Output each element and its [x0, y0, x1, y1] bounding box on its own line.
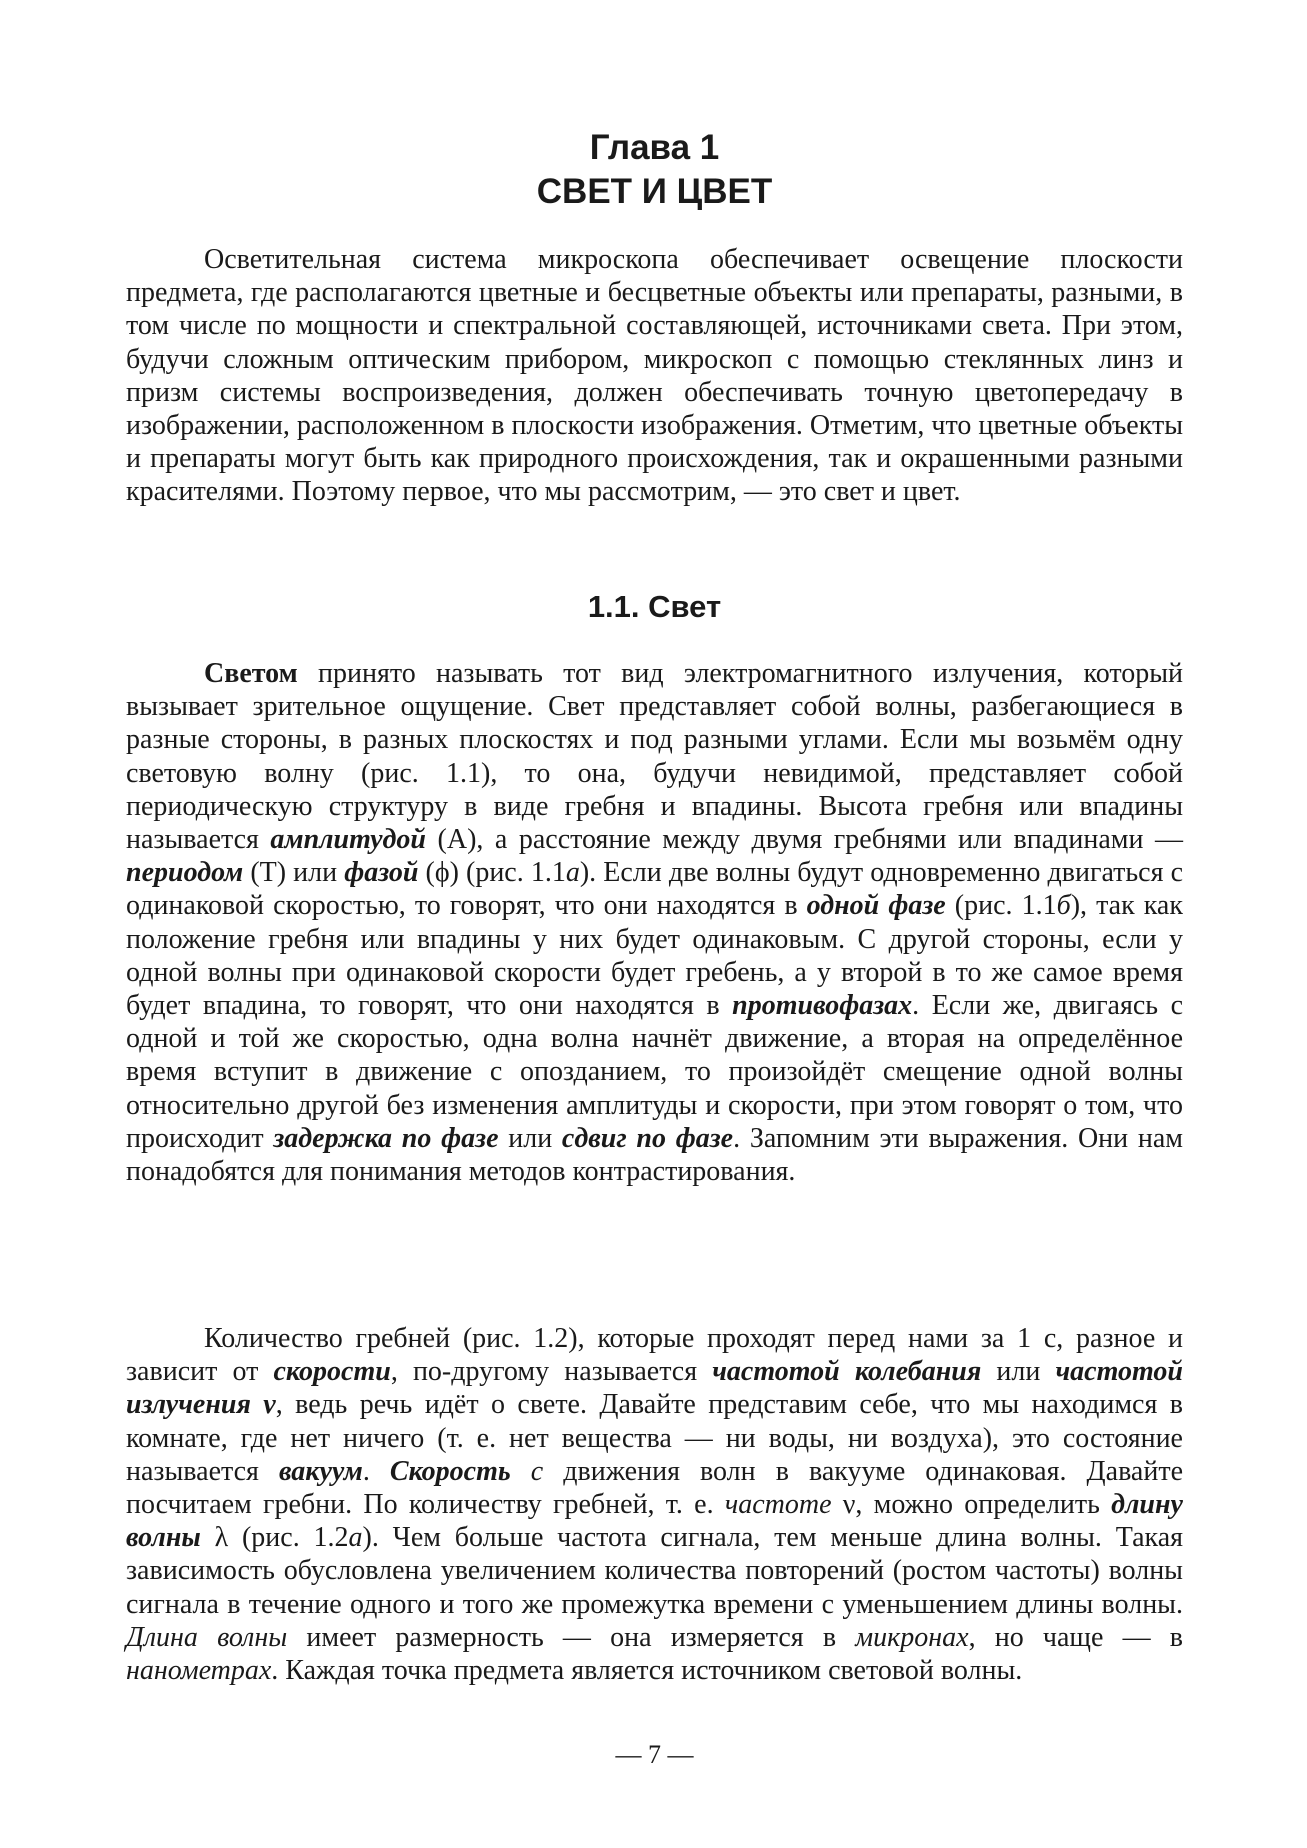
text-run: . [362, 1455, 390, 1487]
term-speed: скорости [273, 1356, 391, 1388]
text-run: (ϕ) (рис. 1.1 [418, 857, 566, 889]
page [126, 0, 1183, 1848]
text-run: ). Если две волны будут одновременно двигаться с одинаковой скоростью, то говорят, что они находятся в [126, 857, 1184, 922]
term-wavelength: длину волны [126, 1489, 1183, 1554]
term-microns: микронах [855, 1621, 969, 1653]
term-phase-delay: задержка по фазе [273, 1122, 499, 1154]
figure-ref-letter: а [565, 857, 580, 889]
text-run: ). Чем больше частота сигнала, тем меньше длина волны. Такая зависимость обусловлена увеличением количества повторений (ростом частоты) волны сигнала в течение одного и того же промежутка времени с уменьшением длины волны. [126, 1522, 1184, 1620]
text-run: , ведь речь идёт о свете. Давайте представим себе, что мы находимся в комнате, где нет ничего (т. е. нет вещества — ни воды, ни воздуха), это состояние называется [126, 1389, 1183, 1487]
term-frequency: частоте [724, 1489, 832, 1521]
term-same-phase: одной фазе [806, 890, 946, 922]
term-antiphase: противофазах [732, 990, 913, 1022]
text-run [511, 1456, 531, 1487]
term-amplitude: амплитудой [270, 824, 426, 856]
text-run: (рис. 1.1 [945, 890, 1057, 922]
chapter-label: Глава 1 [589, 128, 720, 167]
text-run: принято называть тот вид электромагнитного излучения, который вызывает зрительное ощущение. Свет представляет собой волны, разбегающиеся в разные стороны, в разных плоскостях и под разными углами. Если мы возьмём одну световую волну (рис. 1.1), то она, будучи невидимой, представляет собой периодическую структуру в виде гребня и впадины. Высота гребня или впадины называется [126, 658, 1183, 856]
body-paragraph-light [126, 657, 1183, 1188]
term-nanometers: нанометрах [126, 1655, 272, 1687]
text-run: или [498, 1122, 562, 1154]
term-velocity: Скорость [389, 1455, 511, 1487]
term-phase: фазой [344, 857, 419, 889]
text-run: , по-другому называется [390, 1356, 713, 1388]
text-run: λ (рис. 1.2 [200, 1522, 349, 1554]
term-light: Светом [204, 658, 298, 689]
text-run: ), так как положение гребня или впадины у них будет одинаковым. С другой стороны, если у одной волны при одинаковой скорости будет гребень, а у второй в то же самое время будет впадина, то говорят, что они находятся в [126, 890, 1183, 1022]
text-run: движения волн в вакууме одинаковая. Давайте посчитаем гребни. По количеству гребней, т. е. [126, 1455, 1183, 1521]
body-paragraph-frequency [126, 1322, 1183, 1687]
term-period: периодом [126, 857, 244, 889]
term-oscillation-frequency: частотой колебания [712, 1356, 982, 1388]
text-run: . Если же, двигаясь с одной и той же скоростью, одна волна начнёт движение, а вторая на определённое время вступит в движение с опозданием, то произойдёт смещение одной волны относительно другой без изменения амплитуды и скорости, при этом говорят о том, что происходит [126, 990, 1184, 1154]
term-wavelength-italic: Длина волны [126, 1621, 288, 1653]
chapter-title: СВЕТ И ЦВЕТ [536, 172, 773, 211]
section-title: 1.1. Свет [587, 589, 722, 624]
intro-paragraph: Осветительная система микроскопа обеспечивает освещение плоскости предмета, где располагаются цветные и бесцветные объекты или препараты, разными, в том числе по мощности и спектральной составляющей, источниками света. При этом, будучи сложным оптическим прибором, микроскоп с помощью стеклянных линз и призм системы воспроизведения, должен обеспечивать точную цветопередачу в изображении, расположенном в плоскости изображения. Отметим, что цветные объекты и препараты могут быть как природного происхождения, так и окрашенными разными красителями. Поэтому первое, что мы рассмотрим, — это свет и цвет. [126, 244, 1184, 508]
text-run: . Каждая точка предмета является источником световой волны. [271, 1655, 1023, 1687]
term-radiation-frequency: частотой излучения ν [126, 1356, 1183, 1421]
text-run: (T) или [243, 857, 345, 889]
text-run: или [981, 1356, 1056, 1388]
text-run: , но чаще — в [968, 1621, 1183, 1653]
term-phase-shift: сдвиг по фазе [561, 1122, 734, 1154]
text-run: Количество гребней (рис. 1.2), которые проходят перед нами за 1 с, разное и зависит от [126, 1323, 1183, 1388]
symbol-c: c [530, 1455, 544, 1487]
text-run: ν, можно определить [831, 1489, 1112, 1521]
figure-ref-letter: а [348, 1522, 363, 1554]
text-run: (A), а расстояние между двумя гребнями или впадинами — [426, 824, 1183, 856]
text-run: . Запомним эти выражения. Они нам понадобятся для понимания методов контрастирования. [126, 1122, 1184, 1188]
text-run: имеет размерность — она измеряется в [287, 1621, 856, 1653]
page-number: — 7 — [615, 1740, 694, 1769]
figure-ref-letter: б [1056, 890, 1071, 922]
term-vacuum: вакуум [278, 1455, 363, 1487]
